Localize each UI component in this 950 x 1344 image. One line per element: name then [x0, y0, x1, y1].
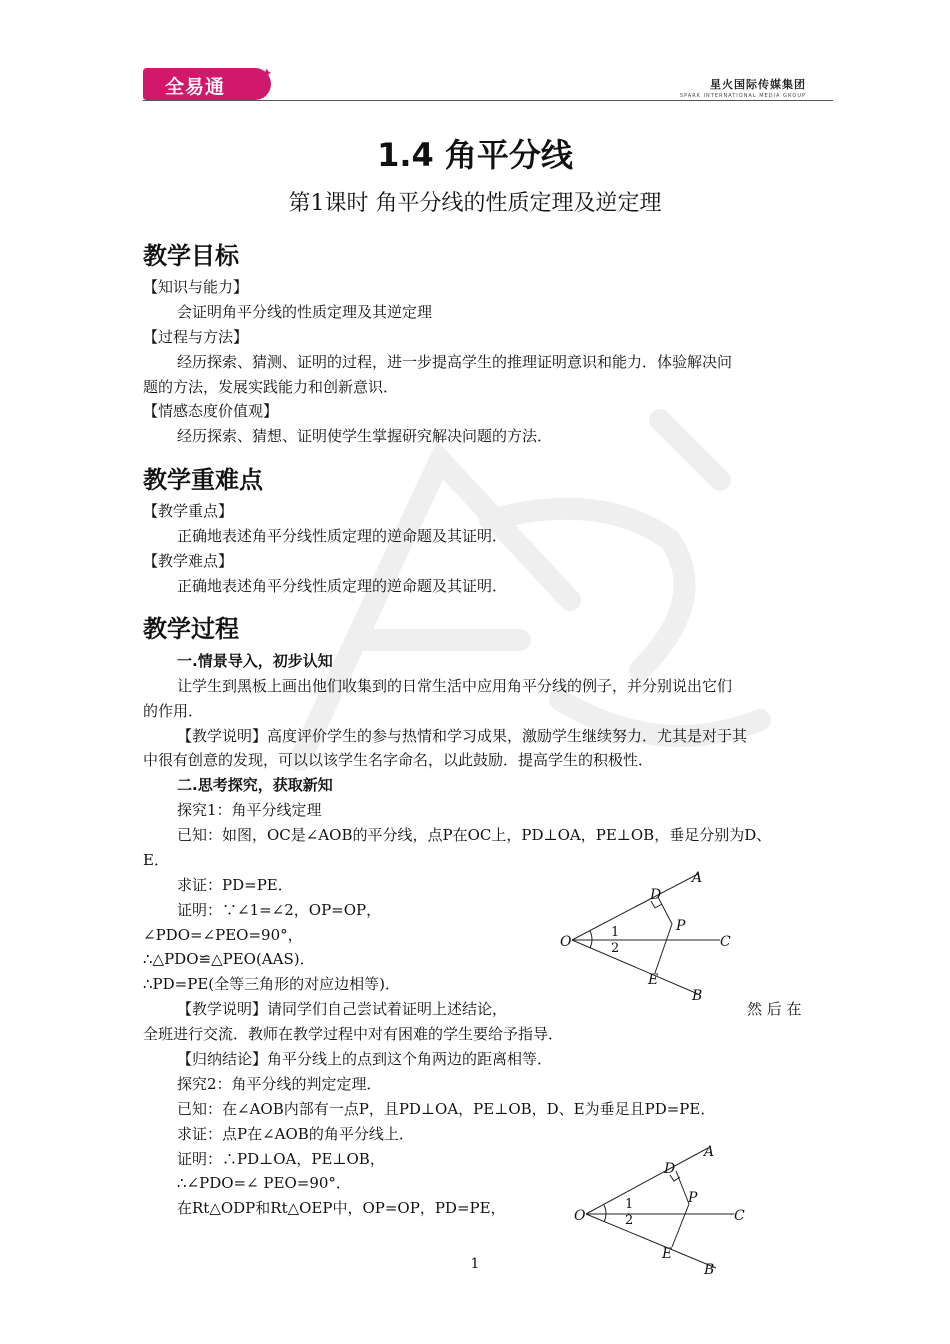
e2-proof-2: ∴∠PDO=∠ PEO=90°． — [177, 1174, 351, 1192]
angle-label-1: 1 — [625, 1197, 634, 1212]
process-heading: 教学过程 — [143, 615, 239, 643]
key-label: 【教学重点】 — [143, 502, 234, 520]
process-method-text-2: 题的方法，发展实践能力和创新意识． — [143, 378, 399, 396]
e1-note-1b: 然 后 在 — [747, 1000, 802, 1018]
label-d: D — [650, 887, 662, 903]
e2-proof-1: 证明：∴PD⊥OA，PE⊥OB， — [177, 1150, 385, 1168]
page-number: 1 — [470, 1256, 480, 1272]
logo-text: 全易通 — [165, 76, 226, 98]
section-1-heading: 一.情景导入，初步认知 — [177, 652, 333, 670]
label-d: D — [664, 1161, 676, 1177]
goals-heading: 教学目标 — [143, 242, 239, 270]
e1-proof-1: 证明：∵∠1=∠2，OP=OP， — [177, 901, 382, 919]
e2-prove: 求证：点P在∠AOB的角平分线上． — [177, 1125, 414, 1143]
s1-text-1: 让学生到黑板上画出他们收集到的日常生活中应用角平分线的例子，并分别说出它们 — [177, 677, 733, 695]
e1-note-1a: 【教学说明】请同学们自己尝试着证明上述结论， — [177, 1000, 508, 1018]
label-b: B — [704, 1262, 715, 1278]
angle-arc-2 — [590, 940, 592, 948]
quanyitong-logo — [143, 66, 283, 102]
watermark-logo — [240, 340, 800, 900]
e1-note-2: 全班进行交流．教师在教学过程中对有困难的学生要给予指导． — [143, 1025, 564, 1043]
e1-proof-2: ∠PDO=∠PEO=90°， — [143, 926, 303, 944]
key-text: 正确地表述角平分线性质定理的逆命题及其证明． — [177, 527, 508, 545]
angle-arc-1 — [604, 1205, 606, 1214]
angle-label-2: 2 — [625, 1213, 634, 1228]
label-a: A — [692, 870, 703, 886]
e1-conclusion: 【归纳结论】角平分线上的点到这个角两边的距离相等． — [177, 1050, 553, 1068]
label-b: B — [692, 988, 703, 1004]
label-c: C — [720, 934, 731, 950]
difficulty-text: 正确地表述角平分线性质定理的逆命题及其证明． — [177, 577, 508, 595]
difficulty-label: 【教学难点】 — [143, 552, 234, 570]
publisher-name: 星火国际传媒集团 — [710, 78, 806, 91]
publisher-name-en: SPARK INTERNATIONAL MEDIA GROUP — [679, 93, 806, 99]
page-title: 1.4 角平分线 — [377, 136, 573, 174]
knowledge-label: 【知识与能力】 — [143, 278, 249, 296]
label-e: E — [662, 1246, 673, 1262]
label-c: C — [734, 1208, 745, 1224]
label-a: A — [704, 1144, 715, 1160]
segment-pe — [655, 924, 672, 973]
label-p: P — [676, 918, 686, 934]
e2-proof-3: 在Rt△ODP和Rt△OEP中，OP=OP，PD=PE， — [177, 1199, 506, 1217]
process-method-label: 【过程与方法】 — [143, 328, 249, 346]
angle-bisector-figure-1 — [552, 866, 752, 1004]
section-2-heading: 二.思考探究，获取新知 — [177, 776, 333, 794]
emotion-text: 经历探索、猜想、证明使学生掌握研究解决问题的方法． — [177, 427, 553, 445]
emotion-label: 【情感态度价值观】 — [143, 402, 279, 420]
segment-pe — [672, 1204, 689, 1247]
e2-given: 已知：在∠AOB内部有一点P，且PD⊥OA，PE⊥OB，D、E为垂足且PD=PE． — [177, 1100, 716, 1118]
publisher-mark — [680, 76, 806, 99]
knowledge-text: 会证明角平分线的性质定理及其逆定理 — [177, 303, 433, 321]
angle-label-2: 2 — [611, 941, 620, 956]
label-o: O — [574, 1208, 586, 1224]
e1-given-1: 已知：如图，OC是∠AOB的平分线，点P在OC上，PD⊥OA，PE⊥OB，垂足分别为D、 — [177, 826, 772, 844]
label-e: E — [648, 972, 659, 988]
angle-arc-1 — [590, 931, 592, 940]
page-subtitle: 第1课时 角平分线的性质定理及逆定理 — [288, 191, 662, 216]
e1-proof-4: ∴PD=PE(全等三角形的对应边相等)． — [143, 975, 400, 993]
s1-text-2: 的作用． — [143, 702, 204, 720]
explore-1-title: 探究1：角平分线定理 — [177, 801, 322, 819]
label-p: P — [688, 1190, 698, 1206]
angle-arc-2 — [604, 1214, 606, 1222]
key-points-heading: 教学重难点 — [143, 466, 263, 494]
s1-note-1: 【教学说明】高度评价学生的参与热情和学习成果，激励学生继续努力．尤其是对于其 — [177, 727, 748, 745]
ray-ob — [572, 940, 698, 994]
s1-note-2: 中很有创意的发现，可以以该学生名字命名，以此鼓励．提高学生的积极性． — [143, 751, 654, 769]
header-divider — [143, 100, 833, 101]
e1-prove: 求证：PD=PE． — [177, 876, 293, 894]
star-icon: ✦ — [261, 66, 273, 82]
e1-proof-3: ∴△PDO≌△PEO(AAS)． — [143, 950, 315, 968]
e1-given-2: E． — [143, 851, 169, 869]
angle-label-1: 1 — [611, 925, 620, 940]
process-method-text-1: 经历探索、猜测、证明的过程，进一步提高学生的推理证明意识和能力．体验解决问 — [177, 353, 733, 371]
label-o: O — [560, 934, 572, 950]
explore-2-title: 探究2：角平分线的判定定理． — [177, 1075, 382, 1093]
